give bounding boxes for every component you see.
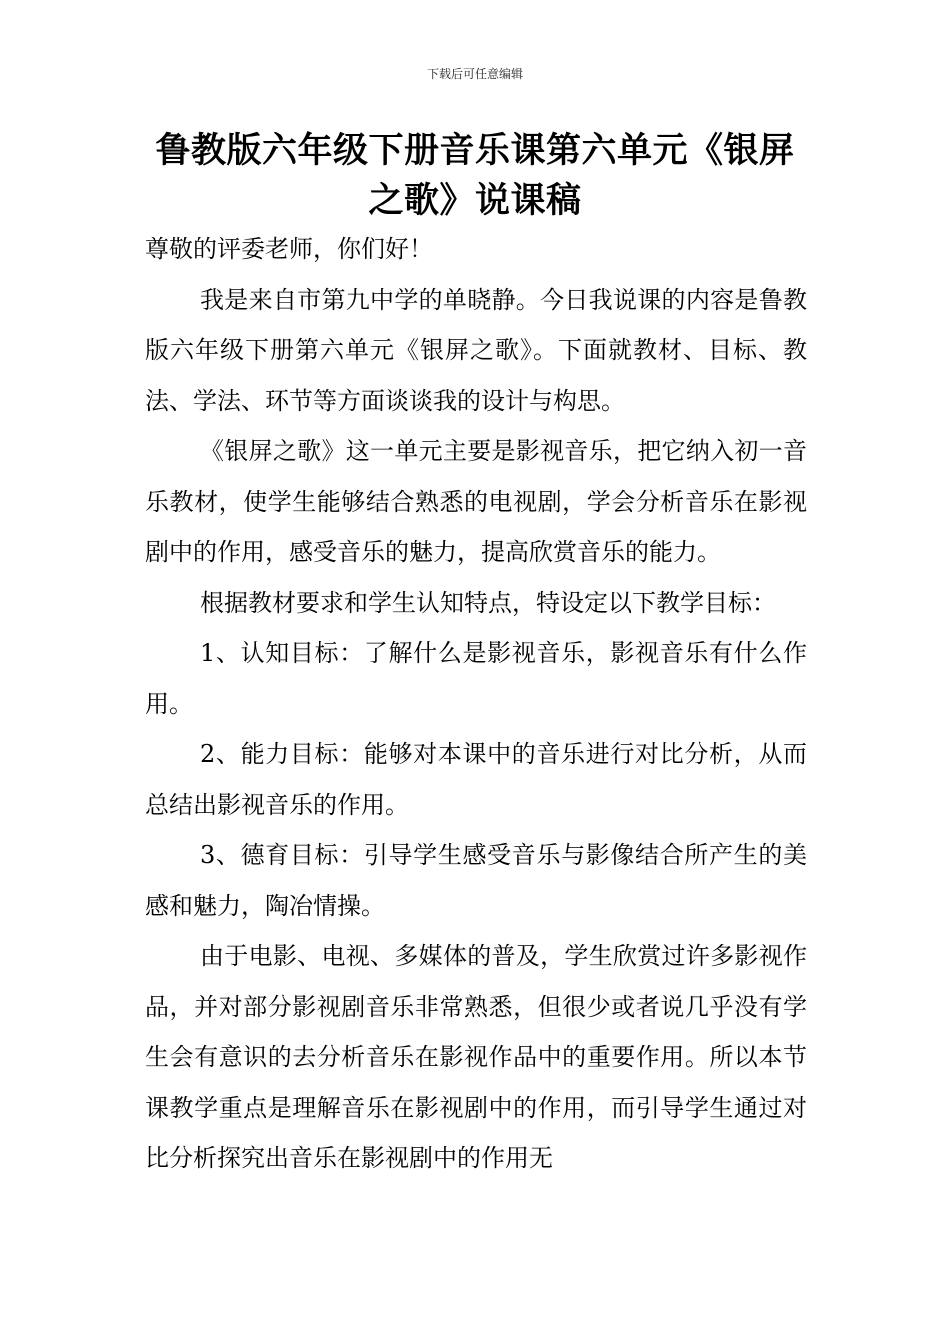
paragraph-intro: 我是来自市第九中学的单晓静。今日我说课的内容是鲁教版六年级下册第六单元《银屏之歌》。下面就教材、目标、教法、学法、环节等方面谈谈我的设计与构思。 [145,285,807,415]
paragraph-cognitive-goal: 1、认知目标：了解什么是影视音乐，影视音乐有什么作用。 [145,639,807,718]
document-body [145,224,807,1184]
greeting-line: 尊敬的评委老师，你们好！ [145,235,433,263]
paragraph-objectives-intro: 根据教材要求和学生认知特点，特设定以下教学目标： [200,588,776,617]
paragraph-ability-goal: 2、能力目标：能够对本课中的音乐进行对比分析，从而总结出影视音乐的作用。 [145,740,807,819]
paragraph-moral-goal: 3、德育目标：引导学生感受音乐与影像结合所产生的美感和魅力，陶冶情操。 [145,841,807,920]
paragraph-key-points: 由于电影、电视、多媒体的普及，学生欣赏过许多影视作品，并对部分影视剧音乐非常熟悉，但很少或者说几乎没有学生会有意识的去分析音乐在影视作品中的重要作用。所以本节课教学重点是理解音乐在影视剧中的作用，而引导学生通过对比分析探究出音乐在影视剧中的作用无 [145,942,807,1172]
document-title: 鲁教版六年级下册音乐课第六单元《银屏之歌》说课稿 [155,131,795,221]
paragraph-unit-overview: 《银屏之歌》这一单元主要是影视音乐，把它纳入初一音乐教材，使学生能够结合熟悉的电视剧，学会分析音乐在影视剧中的作用，感受音乐的魅力，提高欣赏音乐的能力。 [145,437,807,566]
page-header-note: 下载后可任意编辑 [426,67,523,81]
